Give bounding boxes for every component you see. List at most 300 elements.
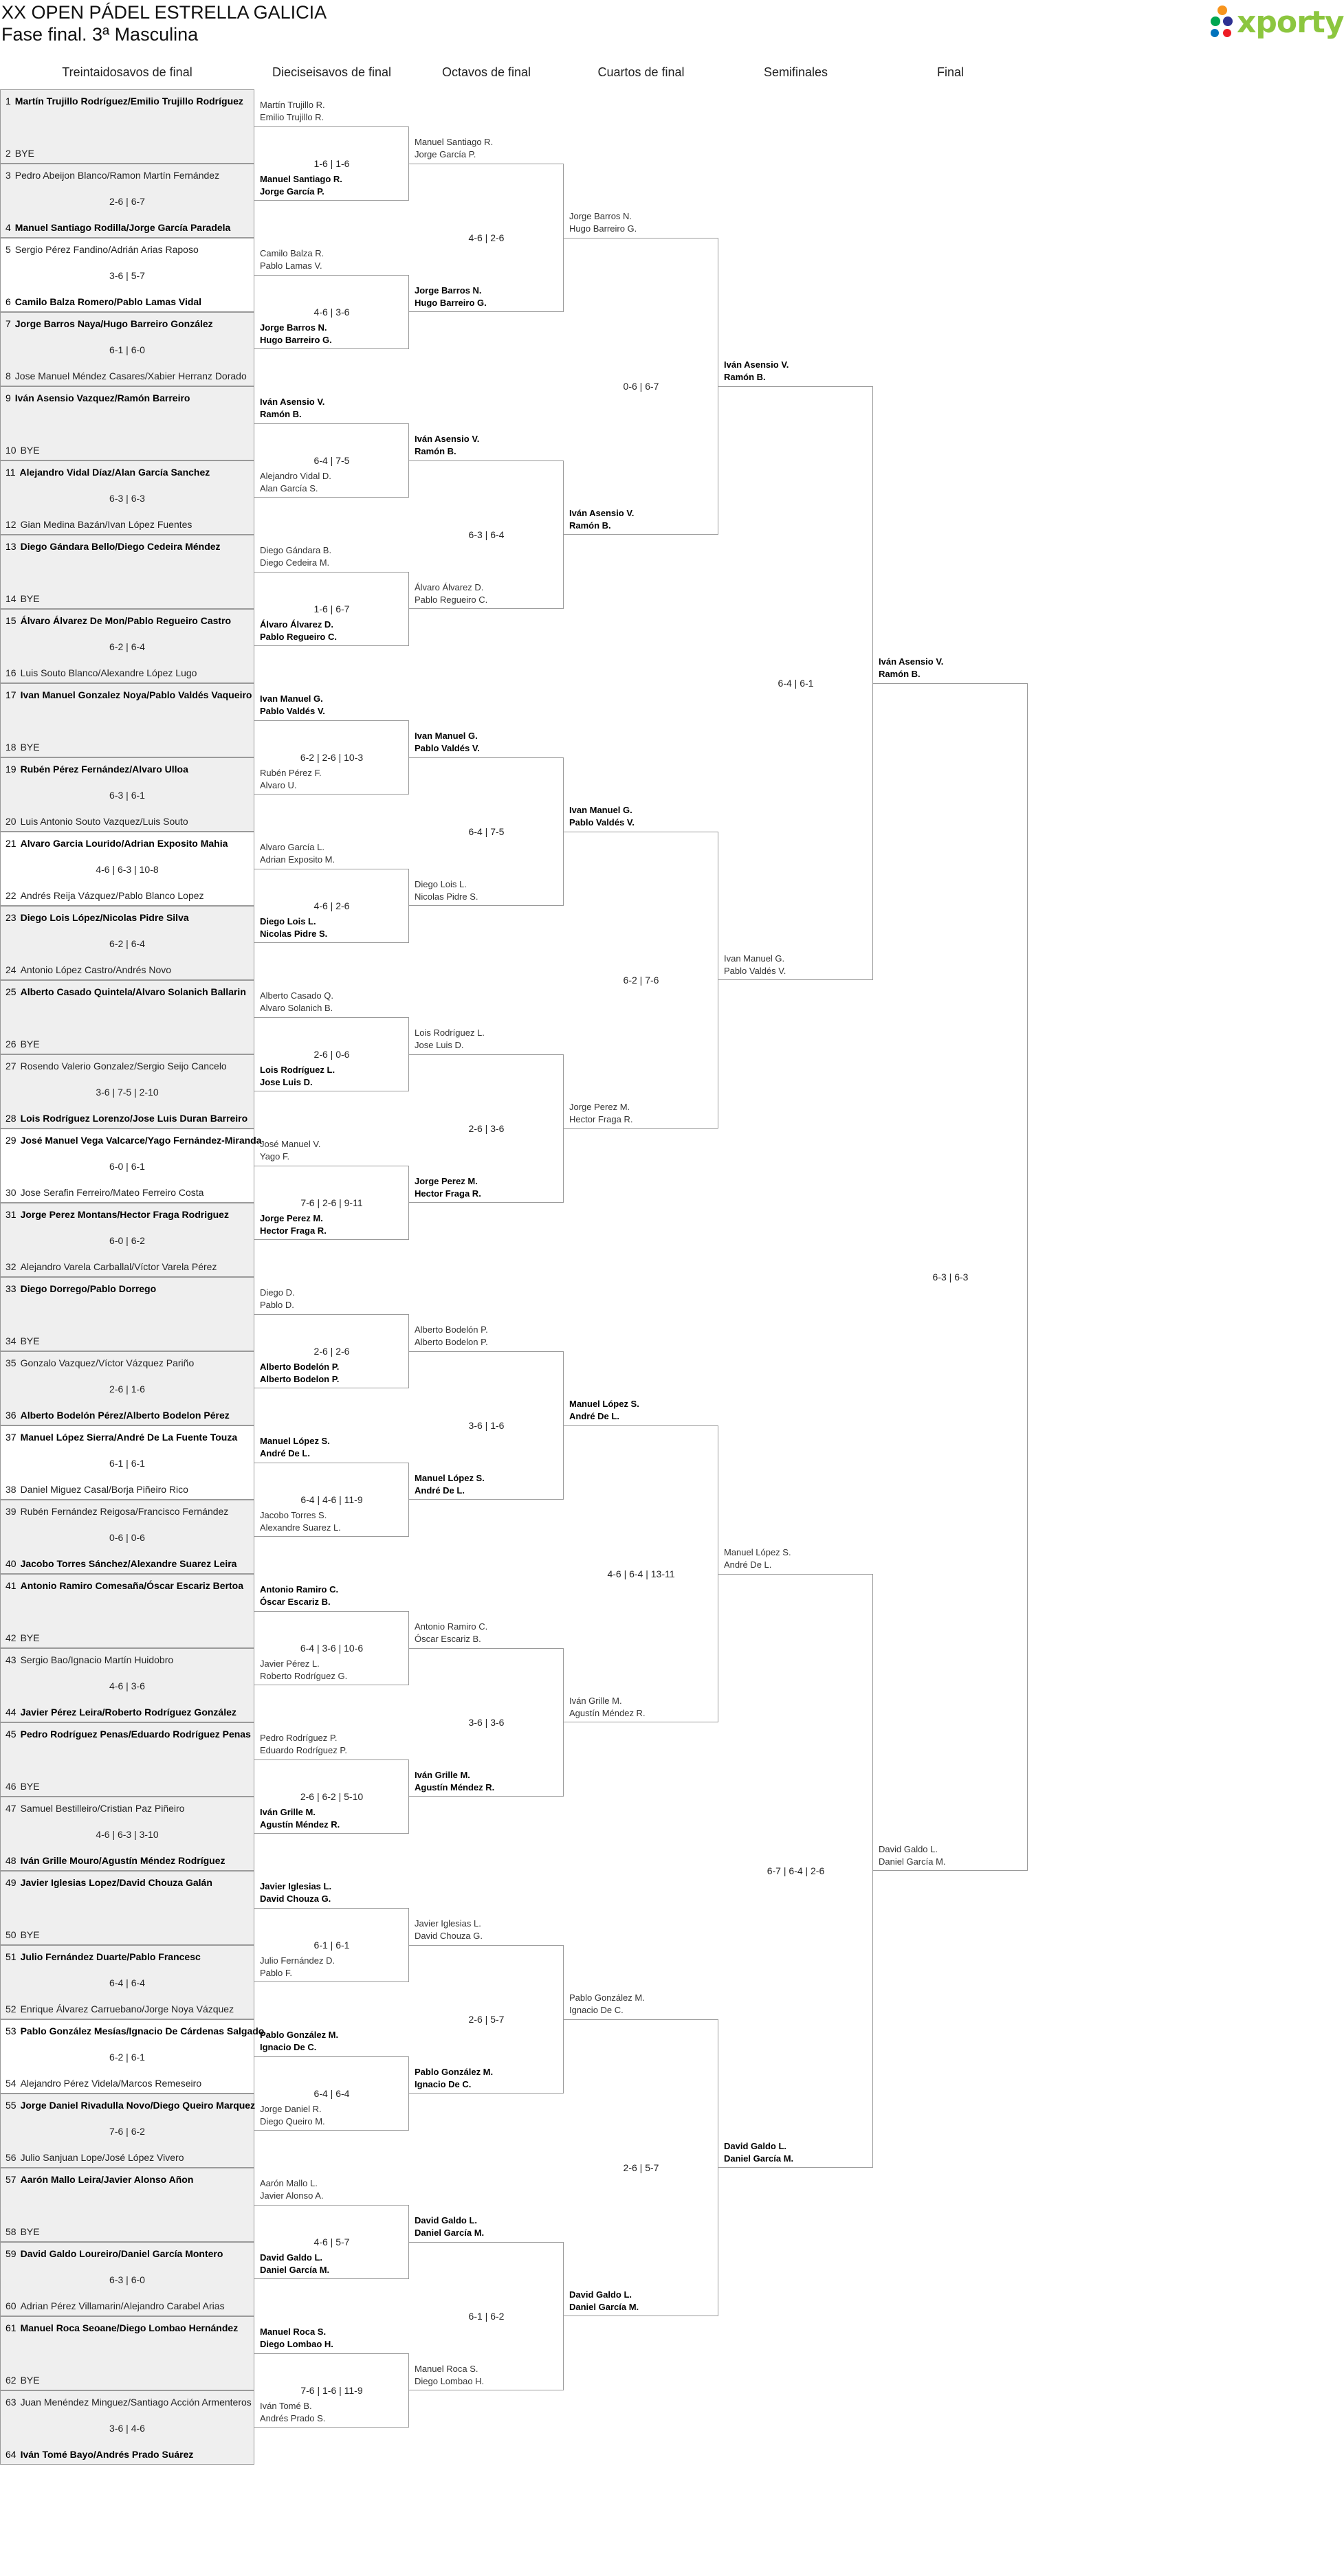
r32-team-1 [5,1431,237,1443]
r32-team-1 [5,1802,184,1814]
sf-team-b[interactable] [724,953,786,977]
player-name: David Chouza G. [260,1894,331,1904]
player-name: Manuel Santiago R. [415,137,494,147]
logo-dot-navy [1223,16,1233,26]
team-name: Iván Asensio Vazquez/Ramón Barreiro [14,392,190,403]
player-name: Álvaro Álvarez D. [260,619,333,630]
player-name: Agustín Méndez R. [415,1782,495,1792]
r16-team-b[interactable] [260,1509,341,1534]
r8-score: 2-6 | 5-7 [468,2014,505,2025]
r32-match[interactable] [0,1722,254,1797]
player-name: Óscar Escariz B. [415,1634,481,1644]
seed-number: 13 [5,541,16,552]
player-name: Alberto Bodelón P. [415,1324,488,1335]
seed-number: 29 [5,1135,16,1146]
r32-team-1 [5,1579,243,1592]
r16-team-b[interactable] [260,1212,327,1237]
seed-number: 53 [5,2025,16,2036]
r16-team-a[interactable] [260,990,333,1014]
r8-team-b[interactable] [415,1175,481,1200]
team-name: BYE [20,1039,40,1050]
seed-number: 12 [5,519,16,530]
r32-match[interactable] [0,980,254,1054]
r8-score: 3-6 | 1-6 [468,1420,505,1431]
qf-team-a[interactable] [569,210,637,235]
player-name: Lois Rodríguez L. [415,1028,485,1038]
r32-match[interactable] [0,1425,254,1500]
seed-number: 28 [5,1113,16,1124]
seed-number: 44 [5,1707,16,1718]
r8-team-a[interactable] [415,1621,487,1645]
r32-team-1 [5,540,221,553]
r32-score: 6-3 | 6-3 [109,493,145,504]
player-name: Iván Grille M. [569,1696,622,1706]
r32-match[interactable] [0,683,254,757]
player-name: Javier Iglesias L. [260,1881,332,1891]
player-name: Pablo González M. [569,1992,645,2003]
r8-team-b[interactable] [415,878,478,903]
qf-score: 4-6 | 6-4 | 13-11 [607,1568,675,1579]
team-name: Iván Grille Mouro/Agustín Méndez Rodríguez [20,1855,225,1866]
r8-team-a[interactable] [415,1324,488,1348]
player-name: André De L. [260,1448,310,1458]
r32-score: 0-6 | 0-6 [109,1532,145,1543]
player-name: Alberto Casado Q. [260,990,333,1001]
team-name: Manuel López Sierra/André De La Fuente Touza [20,1432,238,1443]
qf-team-b[interactable] [569,1101,632,1126]
team-name: Manuel Santiago Rodilla/Jorge García Paradela [14,222,231,233]
r32-match[interactable] [0,1797,254,1871]
r32-score: 6-4 | 6-4 [109,1977,145,1988]
r16-team-b[interactable] [260,322,332,346]
r32-team-1 [5,1060,227,1072]
r32-team-2 [5,1186,203,1199]
player-name: Javier Pérez L. [260,1658,320,1669]
player-name: Iván Asensio V. [879,656,944,667]
seed-number: 49 [5,1877,16,1888]
r8-score: 3-6 | 3-6 [468,1717,505,1728]
player-name: Pedro Rodríguez P. [260,1733,338,1743]
player-name: David Chouza G. [415,1931,483,1941]
seed-number: 60 [5,2300,16,2311]
team-name: BYE [20,2375,40,2386]
r32-match[interactable] [0,1054,254,1129]
player-name: Pablo Valdés V. [415,743,480,753]
r16-score: 7-6 | 2-6 | 9-11 [300,1197,363,1208]
seed-number: 48 [5,1855,16,1866]
seed-number: 61 [5,2322,16,2333]
seed-number: 34 [5,1335,16,1346]
team-name: BYE [20,1929,40,1940]
player-name: Alberto Bodelon P. [260,1374,340,1384]
r32-team-1 [5,837,228,850]
player-name: Jorge García P. [260,186,324,197]
r32-team-1 [5,2396,252,2408]
r32-match[interactable] [0,2168,254,2242]
r8-team-a[interactable] [415,136,493,161]
player-name: Ignacio De C. [569,2005,624,2015]
player-name: Álvaro Álvarez D. [415,582,484,592]
r16-team-a[interactable] [260,1880,331,1905]
final-team-b[interactable] [879,1843,946,1868]
team-name: Alejandro Vidal Díaz/Alan García Sanchez [19,467,210,478]
r16-score: 6-2 | 2-6 | 10-3 [300,752,364,763]
seed-number: 10 [5,445,16,456]
r32-score: 6-0 | 6-2 [109,1235,145,1246]
r16-team-a[interactable] [260,2326,333,2351]
team-name: Diego Gándara Bello/Diego Cedeira Méndez [20,541,221,552]
player-name: Pablo Regueiro C. [415,595,488,605]
r32-match[interactable] [0,2242,254,2316]
seed-number: 30 [5,1187,16,1198]
r32-match[interactable] [0,832,254,906]
r8-team-b[interactable] [415,1472,485,1497]
team-name: Sergio Pérez Fandino/Adrián Arias Raposo [14,244,199,255]
r16-team-b[interactable] [260,1064,335,1089]
r8-team-b[interactable] [415,2363,484,2388]
player-name: Iván Tomé B. [260,2401,312,2411]
r32-match[interactable] [0,2316,254,2390]
r32-score: 4-6 | 6-3 | 10-8 [96,864,159,875]
team-name: Juan Menéndez Minguez/Santiago Acción Armenteros [20,2397,252,2408]
r32-team-2 [5,1261,217,1273]
player-name: André De L. [724,1559,772,1570]
player-name: Manuel Santiago R. [260,174,342,184]
r32-score: 2-6 | 6-7 [109,196,145,207]
team-name: Jose Serafin Ferreiro/Mateo Ferreiro Costa [20,1187,204,1198]
player-name: Manuel López S. [260,1436,330,1446]
player-name: David Galdo L. [415,2215,478,2225]
r32-team-2 [5,592,40,605]
player-name: Diego Lois L. [415,879,467,889]
r16-team-a[interactable] [260,544,331,569]
player-name: Hugo Barreiro G. [415,298,487,308]
seed-number: 7 [5,318,11,329]
r32-match[interactable] [0,1500,254,1574]
seed-number: 26 [5,1039,16,1050]
r32-match[interactable] [0,1351,254,1425]
player-name: Alvaro U. [260,780,297,790]
r32-team-2 [5,444,40,456]
r32-score: 3-6 | 5-7 [109,270,145,281]
r16-team-a[interactable] [260,2177,324,2202]
r16-team-a[interactable] [260,1435,330,1460]
r8-team-a[interactable] [415,1918,483,1942]
player-name: Julio Fernández D. [260,1955,335,1966]
player-name: Daniel García M. [415,2228,485,2238]
team-name: Martín Trujillo Rodríguez/Emilio Trujillo Rodríguez [14,96,243,107]
r16-score: 4-6 | 3-6 [313,307,350,318]
team-name: BYE [20,742,40,753]
r32-match[interactable] [0,609,254,683]
player-name: Roberto Rodríguez G. [260,1671,348,1681]
r32-team-2 [5,2151,184,2164]
player-name: Alan García S. [260,483,318,493]
seed-number: 45 [5,1729,16,1740]
r16-score: 4-6 | 5-7 [313,2236,350,2247]
r16-team-b[interactable] [260,2103,325,2128]
player-name: Daniel García M. [879,1856,946,1867]
seed-number: 42 [5,1632,16,1643]
r16-team-b[interactable] [260,767,322,792]
seed-number: 56 [5,2152,16,2163]
player-name: Emilio Trujillo R. [260,112,324,122]
r8-score: 6-3 | 6-4 [468,529,505,540]
r32-match[interactable] [0,2094,254,2168]
r32-team-2 [5,2077,201,2089]
r32-match[interactable] [0,535,254,609]
r32-match[interactable] [0,164,254,238]
player-name: Pablo Valdés V. [260,706,325,716]
team-name: BYE [20,2226,40,2237]
seed-number: 62 [5,2375,16,2386]
qf-team-b[interactable] [569,507,634,532]
player-name: Pablo Valdés V. [724,966,786,976]
seed-number: 2 [5,148,11,159]
r16-score: 2-6 | 2-6 [313,1346,350,1357]
r16-team-a[interactable] [260,396,324,421]
player-name: Iván Asensio V. [260,397,325,407]
r32-match[interactable] [0,906,254,980]
r16-team-b[interactable] [260,470,331,495]
r16-team-a[interactable] [260,841,335,866]
r8-score: 6-4 | 7-5 [468,826,505,837]
r32-team-2 [5,1557,236,1570]
team-name: Pedro Rodríguez Penas/Eduardo Rodríguez Penas [20,1729,251,1740]
player-name: Alvaro García L. [260,842,324,852]
r16-team-a[interactable] [260,1138,320,1163]
team-name: Julio Fernández Duarte/Pablo Francesc [20,1951,201,1962]
player-name: Alberto Bodelón P. [260,1362,340,1372]
r32-team-1 [5,318,213,330]
r16-team-b[interactable] [260,1658,347,1683]
player-name: Iván Asensio V. [569,508,635,518]
r32-team-1 [5,95,243,107]
seed-number: 55 [5,2100,16,2111]
r32-match[interactable] [0,1277,254,1351]
round-header: Cuartos de final [597,65,685,79]
seed-number: 23 [5,912,16,923]
qf-team-b[interactable] [569,2289,639,2313]
r32-team-1 [5,689,252,701]
r16-team-b[interactable] [260,2400,325,2425]
seed-number: 11 [5,467,16,478]
player-name: Hugo Barreiro G. [260,335,332,345]
qf-team-a[interactable] [569,1398,639,1423]
player-name: Camilo Balza R. [260,248,324,258]
r32-team-2 [5,667,197,679]
r16-team-b[interactable] [260,1955,335,1979]
player-name: Aarón Mallo L. [260,2178,318,2188]
seed-number: 4 [5,222,11,233]
team-name: BYE [20,445,40,456]
seed-number: 25 [5,986,16,997]
r32-team-1 [5,2025,264,2037]
r16-team-a[interactable] [260,2029,338,2054]
r16-score: 2-6 | 6-2 | 5-10 [300,1791,364,1802]
seed-number: 15 [5,615,16,626]
r8-team-a[interactable] [415,1027,485,1052]
player-name: David Galdo L. [724,2141,787,2151]
r32-match[interactable] [0,1129,262,1203]
r32-team-2 [5,1038,40,1050]
seed-number: 31 [5,1209,16,1220]
qf-team-b[interactable] [569,1695,646,1720]
r32-match[interactable] [0,2390,254,2465]
xporty-logo[interactable] [1208,1,1344,45]
team-name: BYE [20,1781,40,1792]
player-name: Rubén Pérez F. [260,768,322,778]
player-name: Ramón B. [260,409,302,419]
r32-score: 6-1 | 6-0 [109,344,145,355]
team-name: Alvaro Garcia Lourido/Adrian Exposito Mahia [20,838,228,849]
round-header: Final [936,65,964,79]
r8-team-b[interactable] [415,2066,493,2091]
r32-team-1 [5,243,199,256]
r32-match[interactable] [0,386,254,460]
qf-team-a[interactable] [569,804,635,829]
team-name: Camilo Balza Romero/Pablo Lamas Vidal [14,296,202,307]
r32-team-2 [5,296,201,308]
player-name: Ivan Manuel G. [415,731,478,741]
r32-team-1 [5,1728,251,1740]
seed-number: 17 [5,689,16,700]
r32-match[interactable] [0,89,254,164]
seed-number: 40 [5,1558,16,1569]
team-name: Javier Iglesias Lopez/David Chouza Galán [20,1877,212,1888]
r16-team-b[interactable] [260,2252,329,2276]
page-title: XX OPEN PÁDEL ESTRELLA GALICIA [1,2,327,23]
seed-number: 46 [5,1781,16,1792]
team-name: Samuel Bestilleiro/Cristian Paz Piñeiro [20,1803,185,1814]
r32-team-1 [5,1208,229,1221]
r8-team-a[interactable] [415,730,480,755]
player-name: Yago F. [260,1151,290,1162]
player-name: Ramón B. [569,520,611,531]
r32-match[interactable] [0,1945,254,2019]
r32-team-1 [5,1134,262,1146]
seed-number: 8 [5,370,11,381]
r32-team-1 [5,1357,194,1369]
player-name: Jorge Barros N. [260,322,327,333]
r32-team-2 [5,1409,230,1421]
player-name: Antonio Ramiro C. [260,1584,339,1595]
seed-number: 63 [5,2397,16,2408]
seed-number: 43 [5,1654,16,1665]
player-name: Javier Alonso A. [260,2190,324,2201]
r32-team-1 [5,911,189,924]
r16-team-a[interactable] [260,1732,347,1757]
team-name: Javier Pérez Leira/Roberto Rodríguez González [20,1707,236,1718]
r32-match[interactable] [0,238,254,312]
r8-team-a[interactable] [415,433,479,458]
r32-match[interactable] [0,460,254,535]
player-name: Manuel López S. [415,1473,485,1483]
r8-score: 6-1 | 6-2 [468,2311,505,2322]
player-name: Diego Lombao H. [260,2339,333,2349]
player-name: Jorge Barros N. [415,285,482,296]
r16-team-b[interactable] [260,1361,339,1386]
team-name: Antonio López Castro/Andrés Novo [20,964,172,975]
r32-match[interactable] [0,1648,254,1722]
player-name: Hector Fraga R. [415,1188,481,1199]
r16-team-b[interactable] [260,1806,340,1831]
r32-team-2 [5,815,188,828]
team-name: Enrique Álvarez Carruebano/Jorge Noya Vázquez [20,2003,234,2014]
sf-team-a[interactable] [724,359,789,384]
r32-team-1 [5,2099,255,2111]
player-name: Agustín Méndez R. [569,1708,646,1718]
r32-team-1 [5,986,246,998]
r16-team-b[interactable] [260,173,342,198]
team-name: Alberto Casado Quintela/Alvaro Solanich Ballarin [20,986,246,997]
seed-number: 22 [5,890,16,901]
seed-number: 64 [5,2449,16,2460]
team-name: Antonio Ramiro Comesaña/Óscar Escariz Bertoa [20,1580,244,1591]
r16-team-b[interactable] [260,619,337,643]
player-name: José Manuel V. [260,1139,321,1149]
r16-team-b[interactable] [260,915,327,940]
round-header: Octavos de final [441,65,531,79]
sf-team-b[interactable] [724,2140,793,2165]
r32-match[interactable] [0,312,254,386]
r32-team-2 [5,1706,236,1718]
player-name: Jose Luis D. [415,1040,464,1050]
r16-team-a[interactable] [260,247,324,272]
player-name: Pablo Regueiro C. [260,632,337,642]
player-name: Iván Asensio V. [415,434,480,444]
r32-score: 3-6 | 4-6 [109,2423,145,2434]
final-team-a[interactable] [879,656,943,680]
r16-score: 7-6 | 1-6 | 11-9 [300,2385,363,2396]
team-name: Rubén Pérez Fernández/Alvaro Ulloa [20,764,188,775]
page-subtitle: Fase final. 3ª Masculina [1,24,199,45]
team-name: Gian Medina Bazán/Ivan López Fuentes [20,519,192,530]
team-name: Adrian Pérez Villamarin/Alejandro Carabel Arias [20,2300,225,2311]
qf-score: 6-2 | 7-6 [623,975,659,986]
r32-match[interactable] [0,757,254,832]
r32-score: 6-3 | 6-1 [109,790,145,801]
sf-team-a[interactable] [724,1546,791,1571]
player-name: Manuel Roca S. [260,2327,327,2337]
r32-match[interactable] [0,1203,254,1277]
r16-team-a[interactable] [260,1287,295,1311]
player-name: Adrian Exposito M. [260,854,335,865]
r8-team-a[interactable] [415,2214,484,2239]
r32-match[interactable] [0,1574,254,1648]
seed-number: 20 [5,816,16,827]
seed-number: 3 [5,170,11,181]
r16-team-a[interactable] [260,1584,338,1608]
r16-score: 2-6 | 0-6 [313,1049,350,1060]
r16-team-a[interactable] [260,693,325,718]
player-name: Eduardo Rodríguez P. [260,1745,347,1755]
r32-score: 6-0 | 6-1 [109,1161,145,1172]
r16-team-a[interactable] [260,99,325,124]
r8-team-b[interactable] [415,1769,494,1794]
team-name: Iván Tomé Bayo/Andrés Prado Suárez [20,2449,194,2460]
r8-team-b[interactable] [415,285,487,309]
qf-team-a[interactable] [569,1992,645,2017]
player-name: Ignacio De C. [415,2079,472,2089]
player-name: Iván Grille M. [260,1807,316,1817]
r8-team-b[interactable] [415,581,487,606]
player-name: Jorge Barros N. [569,211,632,221]
r32-match[interactable] [0,1871,254,1945]
player-name: Pablo Valdés V. [569,817,635,828]
seed-number: 36 [5,1410,16,1421]
r32-match[interactable] [0,2019,265,2094]
